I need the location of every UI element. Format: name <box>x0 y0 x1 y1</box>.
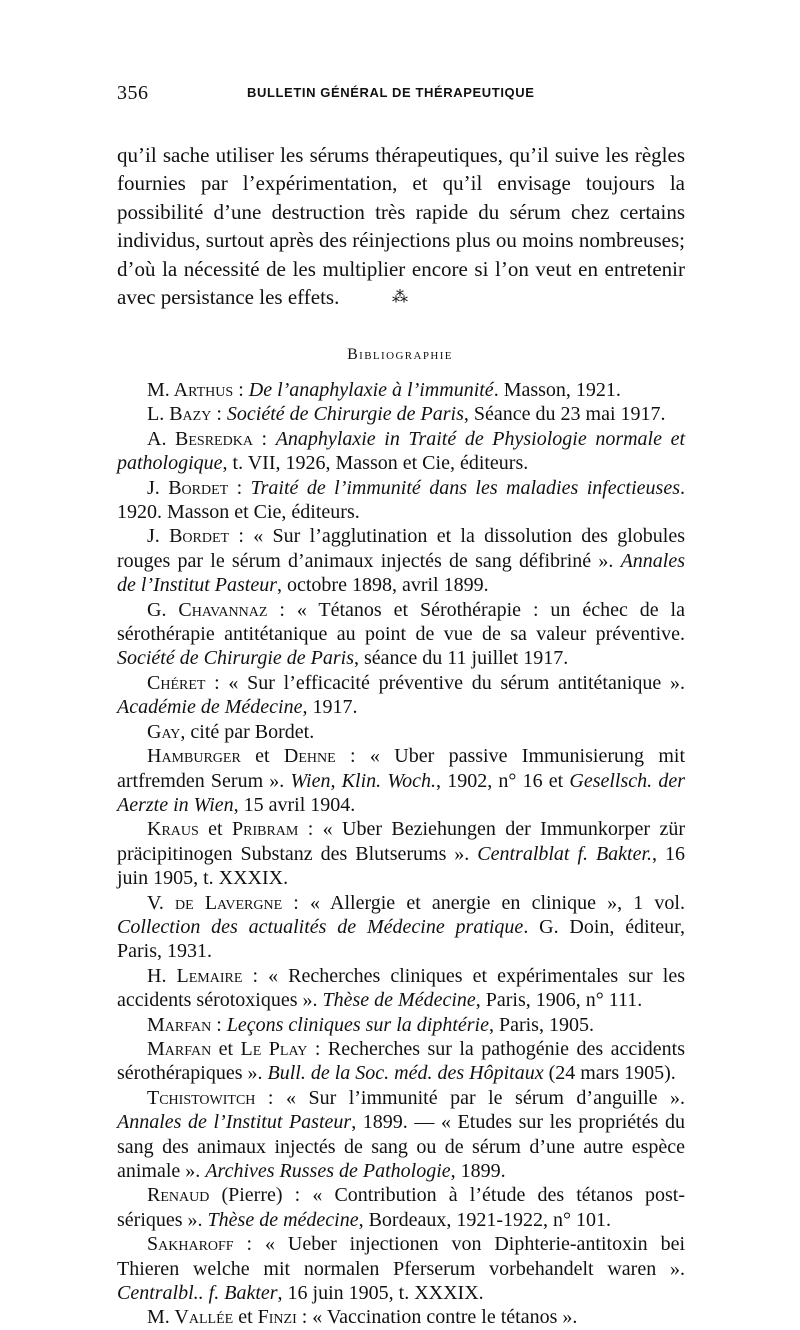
asterism-divider: ⁂ <box>392 289 408 306</box>
entry-text: , 1899. — « Etudes sur les propriétés du sang des animaux injectés de sang ou de sérum d’une autre espèce animale ». <box>117 1111 685 1182</box>
entry-author: M. Vallée <box>147 1306 234 1329</box>
entry-source-title: Bull. de la Soc. méd. des Hôpitaux <box>267 1062 544 1085</box>
page-header <box>117 82 685 102</box>
entry-source-title: Archives Russes de Pathologie <box>205 1160 451 1182</box>
entry-author: A. Besredka <box>147 427 253 450</box>
entry-author: Marfan <box>147 1037 212 1060</box>
entry-text: . Masson, 1921. <box>493 379 621 401</box>
entry-text: , 16 juin 1905, t. XXXIX. <box>277 1282 484 1305</box>
bibliography-entry <box>117 891 685 964</box>
entry-source-title: Gesellsch. der Aerzte in Wien <box>117 769 685 816</box>
entry-text: et <box>211 1037 241 1060</box>
entry-author: M. Arthus <box>147 379 234 401</box>
bibliography-entry <box>117 476 685 525</box>
entry-author: J. Bordet <box>147 476 229 499</box>
entry-text: : <box>211 1013 227 1036</box>
entry-author: L. Bazy <box>147 403 212 426</box>
entry-source-title: Thèse de médecine <box>207 1208 359 1231</box>
entry-source-title: Annales de l’Institut Pasteur <box>117 549 685 597</box>
entry-text: , cité par Bordet. <box>180 720 315 743</box>
entry-text: , séance du 11 juillet 1917. <box>354 647 569 670</box>
entry-text: , 1902, n° 16 et <box>436 769 570 792</box>
entry-text: , 15 avril 1904. <box>233 793 356 816</box>
entry-text: (24 mars 1905). <box>543 1062 676 1085</box>
entry-source-title: Centralbl.. f. Bakter <box>117 1282 278 1305</box>
entry-source-title: Traité de l’immunité dans les maladies infectieuses <box>250 476 680 499</box>
entry-text: : Recherches sur la pathogénie des accidents sérothérapiques ». <box>117 1037 685 1085</box>
bibliography-entry <box>117 427 685 476</box>
entry-source-title: Collection des actualités de Médecine pratique <box>117 915 524 938</box>
entry-text: : « Uber passive Immunisierung mit artfremden Serum ». <box>117 745 685 792</box>
entry-text: : « Vaccination contre le tétanos ». <box>296 1306 578 1329</box>
running-title: BULLETIN GÉNÉRAL DE THÉRAPEUTIQUE <box>247 85 535 100</box>
entry-text: : « Sur l’efficacité préventive du sérum antitétanique ». <box>205 671 685 694</box>
bibliography-entry <box>117 598 685 671</box>
entry-coauthor: Pribram <box>232 818 299 841</box>
entry-text: , Paris, 1905. <box>488 1013 594 1036</box>
entry-author: J. Bordet <box>147 525 230 548</box>
entry-source-title: Centralblat f. Bakter. <box>477 842 653 865</box>
entry-author: Sakharoff <box>147 1233 234 1256</box>
bibliography-entry <box>117 964 685 1013</box>
bibliography-entry <box>117 1037 685 1086</box>
bibliography-entry <box>117 817 685 890</box>
entry-text: : « Allergie et anergie en clinique », 1 vol. <box>282 891 685 914</box>
bibliography-list <box>117 378 685 1330</box>
bibliography-entry <box>117 744 685 817</box>
entry-text: , Séance du 23 mai 1917. <box>463 403 666 426</box>
entry-text: . 1920. Masson et Cie, éditeurs. <box>117 476 685 524</box>
entry-author: Gay <box>147 720 181 743</box>
entry-text: : « Uber Beziehungen der Immunkorper zür präcipitinogen Substanz des Blutserums ». <box>117 818 685 865</box>
entry-text: : « Sur l’immunité par le sérum d’anguille ». <box>255 1086 685 1109</box>
bibliography-entry <box>117 378 685 402</box>
entry-author: G. Chavannaz <box>147 598 268 621</box>
entry-author: H. Lemaire <box>147 964 243 987</box>
entry-text: : « Tétanos et Sérothérapie : un échec de la sérothérapie antitétanique au point de vue de sa valeur préventive. <box>117 598 685 646</box>
entry-source-title: Wien, Klin. Woch. <box>290 769 437 792</box>
entry-text: . G. Doin, éditeur, Paris, 1931. <box>117 915 685 963</box>
entry-source-title: Thèse de Médecine <box>322 989 476 1012</box>
entry-author: Tchistowitch <box>147 1086 256 1109</box>
bibliography-entry <box>117 1232 685 1305</box>
entry-text: , octobre 1898, avril 1899. <box>276 574 489 597</box>
entry-author: V. de Lavergne <box>147 891 283 914</box>
bibliography-entry <box>117 720 685 744</box>
entry-text: : <box>233 379 249 401</box>
entry-author: Chéret <box>147 671 206 694</box>
entry-text: , 16 juin 1905, t. XXXIX. <box>117 842 685 890</box>
entry-text: : « Recherches cliniques et expérimentales sur les accidents sérotoxiques ». <box>117 964 685 1012</box>
entry-source-title: Société de Chirurgie de Paris <box>117 647 354 670</box>
entry-coauthor: Le Play <box>240 1037 308 1060</box>
entry-author: Kraus <box>147 818 199 841</box>
entry-text: et <box>198 818 232 841</box>
page-number: 356 <box>117 82 149 104</box>
bibliography-entry <box>117 671 685 720</box>
entry-source-title: Leçons cliniques sur la diphtérie <box>226 1013 489 1036</box>
bibliography-entry <box>117 402 685 426</box>
entry-text: (Pierre) : « Contribution à l’étude des tétanos post-sériques ». <box>117 1184 685 1231</box>
entry-text: et <box>233 1306 258 1329</box>
entry-text: : <box>211 403 227 426</box>
entry-coauthor: Finzi <box>257 1306 297 1329</box>
entry-author: Renaud <box>147 1184 210 1207</box>
bibliography-entry <box>117 1305 685 1329</box>
entry-source-title: De l’anaphylaxie à l’immunité <box>248 379 494 401</box>
bibliography-entry <box>117 1086 685 1184</box>
entry-text: : <box>228 476 251 499</box>
entry-author: Marfan <box>147 1013 212 1036</box>
entry-source-title: Annales de l’Institut Pasteur <box>117 1111 352 1134</box>
entry-text: : <box>252 427 276 450</box>
entry-text: , Paris, 1906, n° 111. <box>475 989 643 1012</box>
entry-text: , t. VII, 1926, Masson et Cie, éditeurs. <box>222 452 529 475</box>
entry-source-title: Anaphylaxie in Traité de Physiologie normale et pathologique <box>117 427 686 475</box>
bibliography-entry <box>117 1013 685 1037</box>
bibliography-entry <box>117 524 685 597</box>
entry-text: : « Sur l’agglutination et la dissolution des globules rouges par le sérum d’animaux injectés de sang défibriné ». <box>117 525 685 572</box>
entry-source-title: Société de Chirurgie de Paris <box>226 403 464 426</box>
entry-text: et <box>240 745 284 768</box>
entry-text: , 1917. <box>302 696 358 719</box>
entry-text: , Bordeaux, 1921-1922, n° 101. <box>358 1208 612 1231</box>
body-paragraph: qu’il sache utiliser les sérums thérapeutiques, qu’il suive les règles fournies par l’expérimentation, et qu’il envisage toujours la possibilité d’une destruction très rapide du sérum chez certains individus, surtout après des réinjections plus ou moins nombreuses; d’où la nécessité de les multiplier encore si l’on veut en entretenir avec persistance les effets. <box>117 143 685 310</box>
entry-source-title: Académie de Médecine <box>117 696 303 719</box>
bibliography-heading: Bibliographie <box>347 346 453 363</box>
bibliography-entry <box>117 1183 685 1232</box>
entry-text: , 1899. <box>450 1160 506 1182</box>
entry-author: Hamburger <box>147 745 241 768</box>
entry-text: : « Ueber injectionen von Diphterie-antitoxin bei Thieren welche mit normalen Pferserum vorbehandelt waren ». <box>117 1233 685 1280</box>
entry-coauthor: Dehne <box>283 745 336 768</box>
